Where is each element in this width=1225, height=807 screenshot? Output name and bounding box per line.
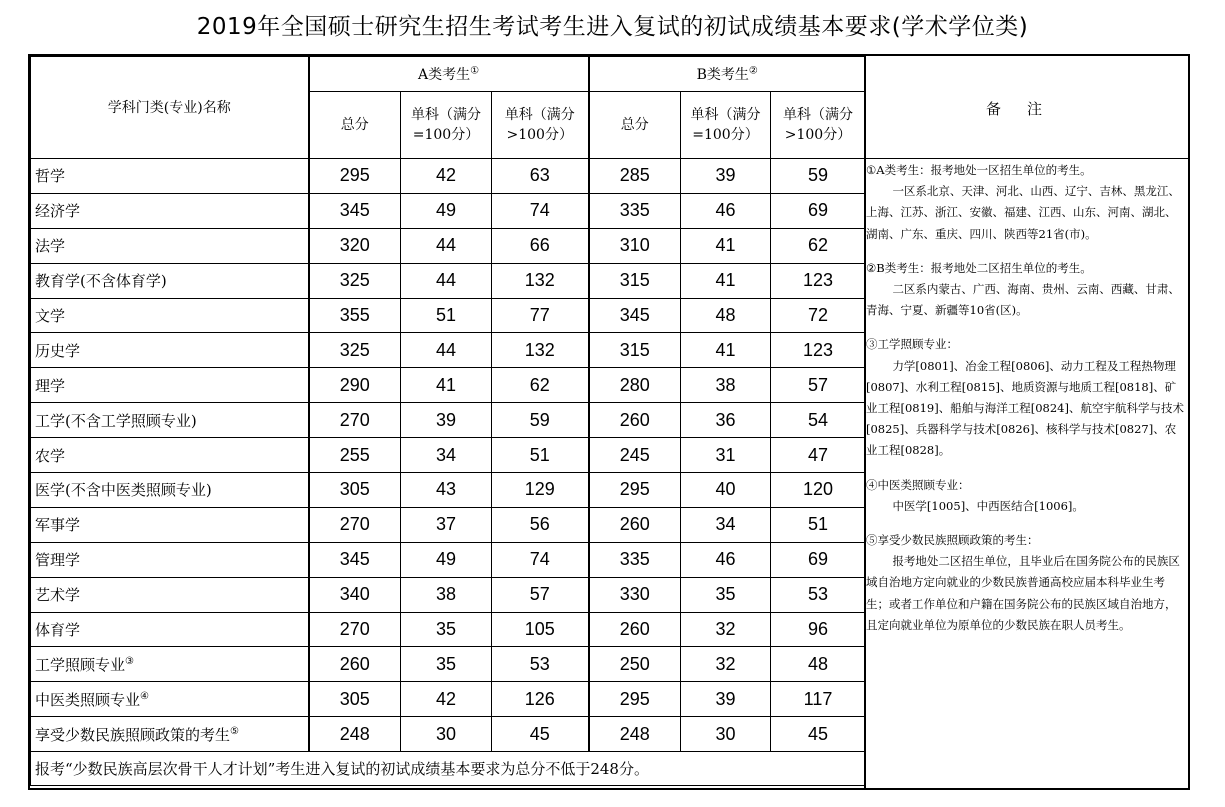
group-a-header: A类考生① [309, 57, 589, 92]
score-b-total: 248 [589, 717, 681, 752]
subject-name: 医学(不含中医类照顾专业) [31, 473, 309, 508]
score-b-total: 260 [589, 403, 681, 438]
footer-note: 报考“少数民族高层次骨干人才计划”考生进入复试的初试成绩基本要求为总分不低于248分。 [31, 752, 866, 786]
score-b-s1: 41 [681, 263, 771, 298]
score-a-total: 270 [309, 612, 401, 647]
score-a-s1: 44 [401, 263, 492, 298]
score-b-s2: 47 [771, 438, 866, 473]
subject-name: 管理学 [31, 542, 309, 577]
note-2-body: 二区系内蒙古、广西、海南、贵州、云南、西藏、甘肃、青海、宁夏、新疆等10省(区)。 [866, 282, 1180, 318]
score-a-total: 295 [309, 159, 401, 194]
score-b-s2: 62 [771, 228, 866, 263]
score-b-s1: 35 [681, 577, 771, 612]
score-a-s1: 37 [401, 507, 492, 542]
remarks-header: 备注 [985, 99, 1068, 118]
note-5-title: ⑤享受少数民族照顾政策的考生： [866, 533, 1039, 548]
subject-name: 中医类照顾专业④ [31, 682, 309, 717]
score-b-total: 260 [589, 507, 681, 542]
subject-name: 教育学(不含体育学) [31, 263, 309, 298]
score-a-s2: 105 [492, 612, 589, 647]
score-a-s1: 43 [401, 473, 492, 508]
b-single-gt100-header: 单科（满分>100分） [771, 92, 866, 159]
score-a-total: 325 [309, 263, 401, 298]
score-a-s1: 49 [401, 193, 492, 228]
score-a-s2: 59 [492, 403, 589, 438]
score-a-s2: 62 [492, 368, 589, 403]
score-b-s1: 40 [681, 473, 771, 508]
score-a-s2: 132 [492, 263, 589, 298]
a-single-gt100-header: 单科（满分>100分） [492, 92, 589, 159]
score-a-s2: 57 [492, 577, 589, 612]
score-b-s2: 48 [771, 647, 866, 682]
score-b-total: 295 [589, 473, 681, 508]
score-b-s2: 57 [771, 368, 866, 403]
score-b-s1: 39 [681, 159, 771, 194]
page-title: 2019年全国硕士研究生招生考试考生进入复试的初试成绩基本要求(学术学位类) [196, 14, 1029, 40]
score-a-s2: 74 [492, 193, 589, 228]
score-b-s1: 41 [681, 228, 771, 263]
subject-name: 法学 [31, 228, 309, 263]
score-b-total: 250 [589, 647, 681, 682]
score-a-s2: 63 [492, 159, 589, 194]
score-a-s2: 74 [492, 542, 589, 577]
score-b-s2: 69 [771, 542, 866, 577]
b-total-header: 总分 [589, 92, 681, 159]
score-a-s1: 35 [401, 612, 492, 647]
score-b-s2: 96 [771, 612, 866, 647]
subject-name: 哲学 [31, 159, 309, 194]
score-a-s2: 51 [492, 438, 589, 473]
score-a-total: 248 [309, 717, 401, 752]
subject-name: 工学照顾专业③ [31, 647, 309, 682]
subject-column-header: 学科门类(专业)名称 [31, 57, 309, 159]
score-b-s1: 36 [681, 403, 771, 438]
score-b-total: 330 [589, 577, 681, 612]
score-b-total: 285 [589, 159, 681, 194]
score-b-s1: 39 [681, 682, 771, 717]
score-a-s2: 126 [492, 682, 589, 717]
note-1-body: 一区系北京、天津、河北、山西、辽宁、吉林、黑龙江、上海、江苏、浙江、安徽、福建、江西、山东、河南、湖北、湖南、广东、重庆、四川、陕西等21省(市)。 [866, 184, 1180, 241]
score-b-s2: 59 [771, 159, 866, 194]
score-a-s2: 53 [492, 647, 589, 682]
score-b-s1: 41 [681, 333, 771, 368]
score-b-s1: 38 [681, 368, 771, 403]
score-b-total: 260 [589, 612, 681, 647]
subject-name: 体育学 [31, 612, 309, 647]
score-b-s1: 31 [681, 438, 771, 473]
subject-name: 艺术学 [31, 577, 309, 612]
a-total-header: 总分 [309, 92, 401, 159]
score-a-total: 355 [309, 298, 401, 333]
score-b-total: 280 [589, 368, 681, 403]
score-b-total: 295 [589, 682, 681, 717]
subject-name: 享受少数民族照顾政策的考生⑤ [31, 717, 309, 752]
score-a-s2: 77 [492, 298, 589, 333]
score-a-total: 320 [309, 228, 401, 263]
score-b-total: 245 [589, 438, 681, 473]
score-b-total: 315 [589, 333, 681, 368]
note-1-title: ①A类考生：报考地处一区招生单位的考生。 [866, 163, 1092, 177]
score-b-s1: 32 [681, 612, 771, 647]
score-a-s1: 42 [401, 682, 492, 717]
score-a-total: 270 [309, 403, 401, 438]
note-4-title: ④中医类照顾专业： [866, 477, 970, 492]
b-single-100-header: 单科（满分=100分） [681, 92, 771, 159]
note-3-title: ③工学照顾专业： [866, 337, 958, 352]
score-a-s1: 49 [401, 542, 492, 577]
note-5-body: 报考地处二区招生单位，且毕业后在国务院公布的民族区域自治地方定向就业的少数民族普通高校应届本科毕业生考生；或者工作单位和户籍在国务院公布的民族区域自治地方，且定向就业单位为原单位的少数民族在职人员考生。 [866, 554, 1180, 632]
score-a-s2: 132 [492, 333, 589, 368]
score-b-total: 310 [589, 228, 681, 263]
score-a-s1: 38 [401, 577, 492, 612]
score-a-s2: 56 [492, 507, 589, 542]
score-b-s2: 120 [771, 473, 866, 508]
subject-name: 经济学 [31, 193, 309, 228]
score-a-total: 305 [309, 682, 401, 717]
score-a-total: 305 [309, 473, 401, 508]
score-a-s1: 34 [401, 438, 492, 473]
score-a-s1: 41 [401, 368, 492, 403]
subject-name: 历史学 [31, 333, 309, 368]
subject-name: 理学 [31, 368, 309, 403]
score-b-s2: 53 [771, 577, 866, 612]
score-b-total: 345 [589, 298, 681, 333]
score-a-s1: 39 [401, 403, 492, 438]
table-frame [28, 54, 1190, 790]
score-b-total: 315 [589, 263, 681, 298]
group-b-header: B类考生② [589, 57, 866, 92]
score-a-total: 255 [309, 438, 401, 473]
score-a-s1: 44 [401, 333, 492, 368]
score-a-total: 260 [309, 647, 401, 682]
score-b-s1: 32 [681, 647, 771, 682]
score-a-s1: 35 [401, 647, 492, 682]
score-b-s2: 72 [771, 298, 866, 333]
note-2-title: ②B类考生：报考地处二区招生单位的考生。 [866, 260, 1092, 275]
score-a-total: 340 [309, 577, 401, 612]
score-b-s1: 48 [681, 298, 771, 333]
score-a-total: 345 [309, 193, 401, 228]
score-a-s1: 30 [401, 717, 492, 752]
score-b-s2: 123 [771, 333, 866, 368]
score-a-s1: 44 [401, 228, 492, 263]
score-a-s2: 45 [492, 717, 589, 752]
score-b-total: 335 [589, 193, 681, 228]
score-b-s1: 46 [681, 193, 771, 228]
score-b-s2: 117 [771, 682, 866, 717]
score-a-total: 290 [309, 368, 401, 403]
score-a-s2: 66 [492, 228, 589, 263]
score-b-s1: 30 [681, 717, 771, 752]
score-b-s2: 54 [771, 403, 866, 438]
score-b-s2: 51 [771, 507, 866, 542]
a-single-100-header: 单科（满分=100分） [401, 92, 492, 159]
note-3-body: 力学[0801]、冶金工程[0806]、动力工程及工程热物理[0807]、水利工程[0815]、地质资源与地质工程[0818]、矿业工程[0819]、船舶与海洋工程[0824]、航空宇航科学与技术[0825]、兵器科学与技术[0826]、核科学与技术[0827]、农业工程[0828]。 [866, 358, 1184, 458]
subject-name: 军事学 [31, 507, 309, 542]
score-a-s2: 129 [492, 473, 589, 508]
score-b-s2: 45 [771, 717, 866, 752]
subject-name: 工学(不含工学照顾专业) [31, 403, 309, 438]
score-a-total: 325 [309, 333, 401, 368]
subject-name: 文学 [31, 298, 309, 333]
note-4-body: 中医学[1005]、中西医结合[1006]。 [892, 498, 1084, 513]
score-a-s1: 42 [401, 159, 492, 194]
score-a-total: 345 [309, 542, 401, 577]
score-a-total: 270 [309, 507, 401, 542]
score-b-total: 335 [589, 542, 681, 577]
score-b-s2: 123 [771, 263, 866, 298]
score-b-s2: 69 [771, 193, 866, 228]
score-a-s1: 51 [401, 298, 492, 333]
subject-name: 农学 [31, 438, 309, 473]
score-b-s1: 46 [681, 542, 771, 577]
score-b-s1: 34 [681, 507, 771, 542]
